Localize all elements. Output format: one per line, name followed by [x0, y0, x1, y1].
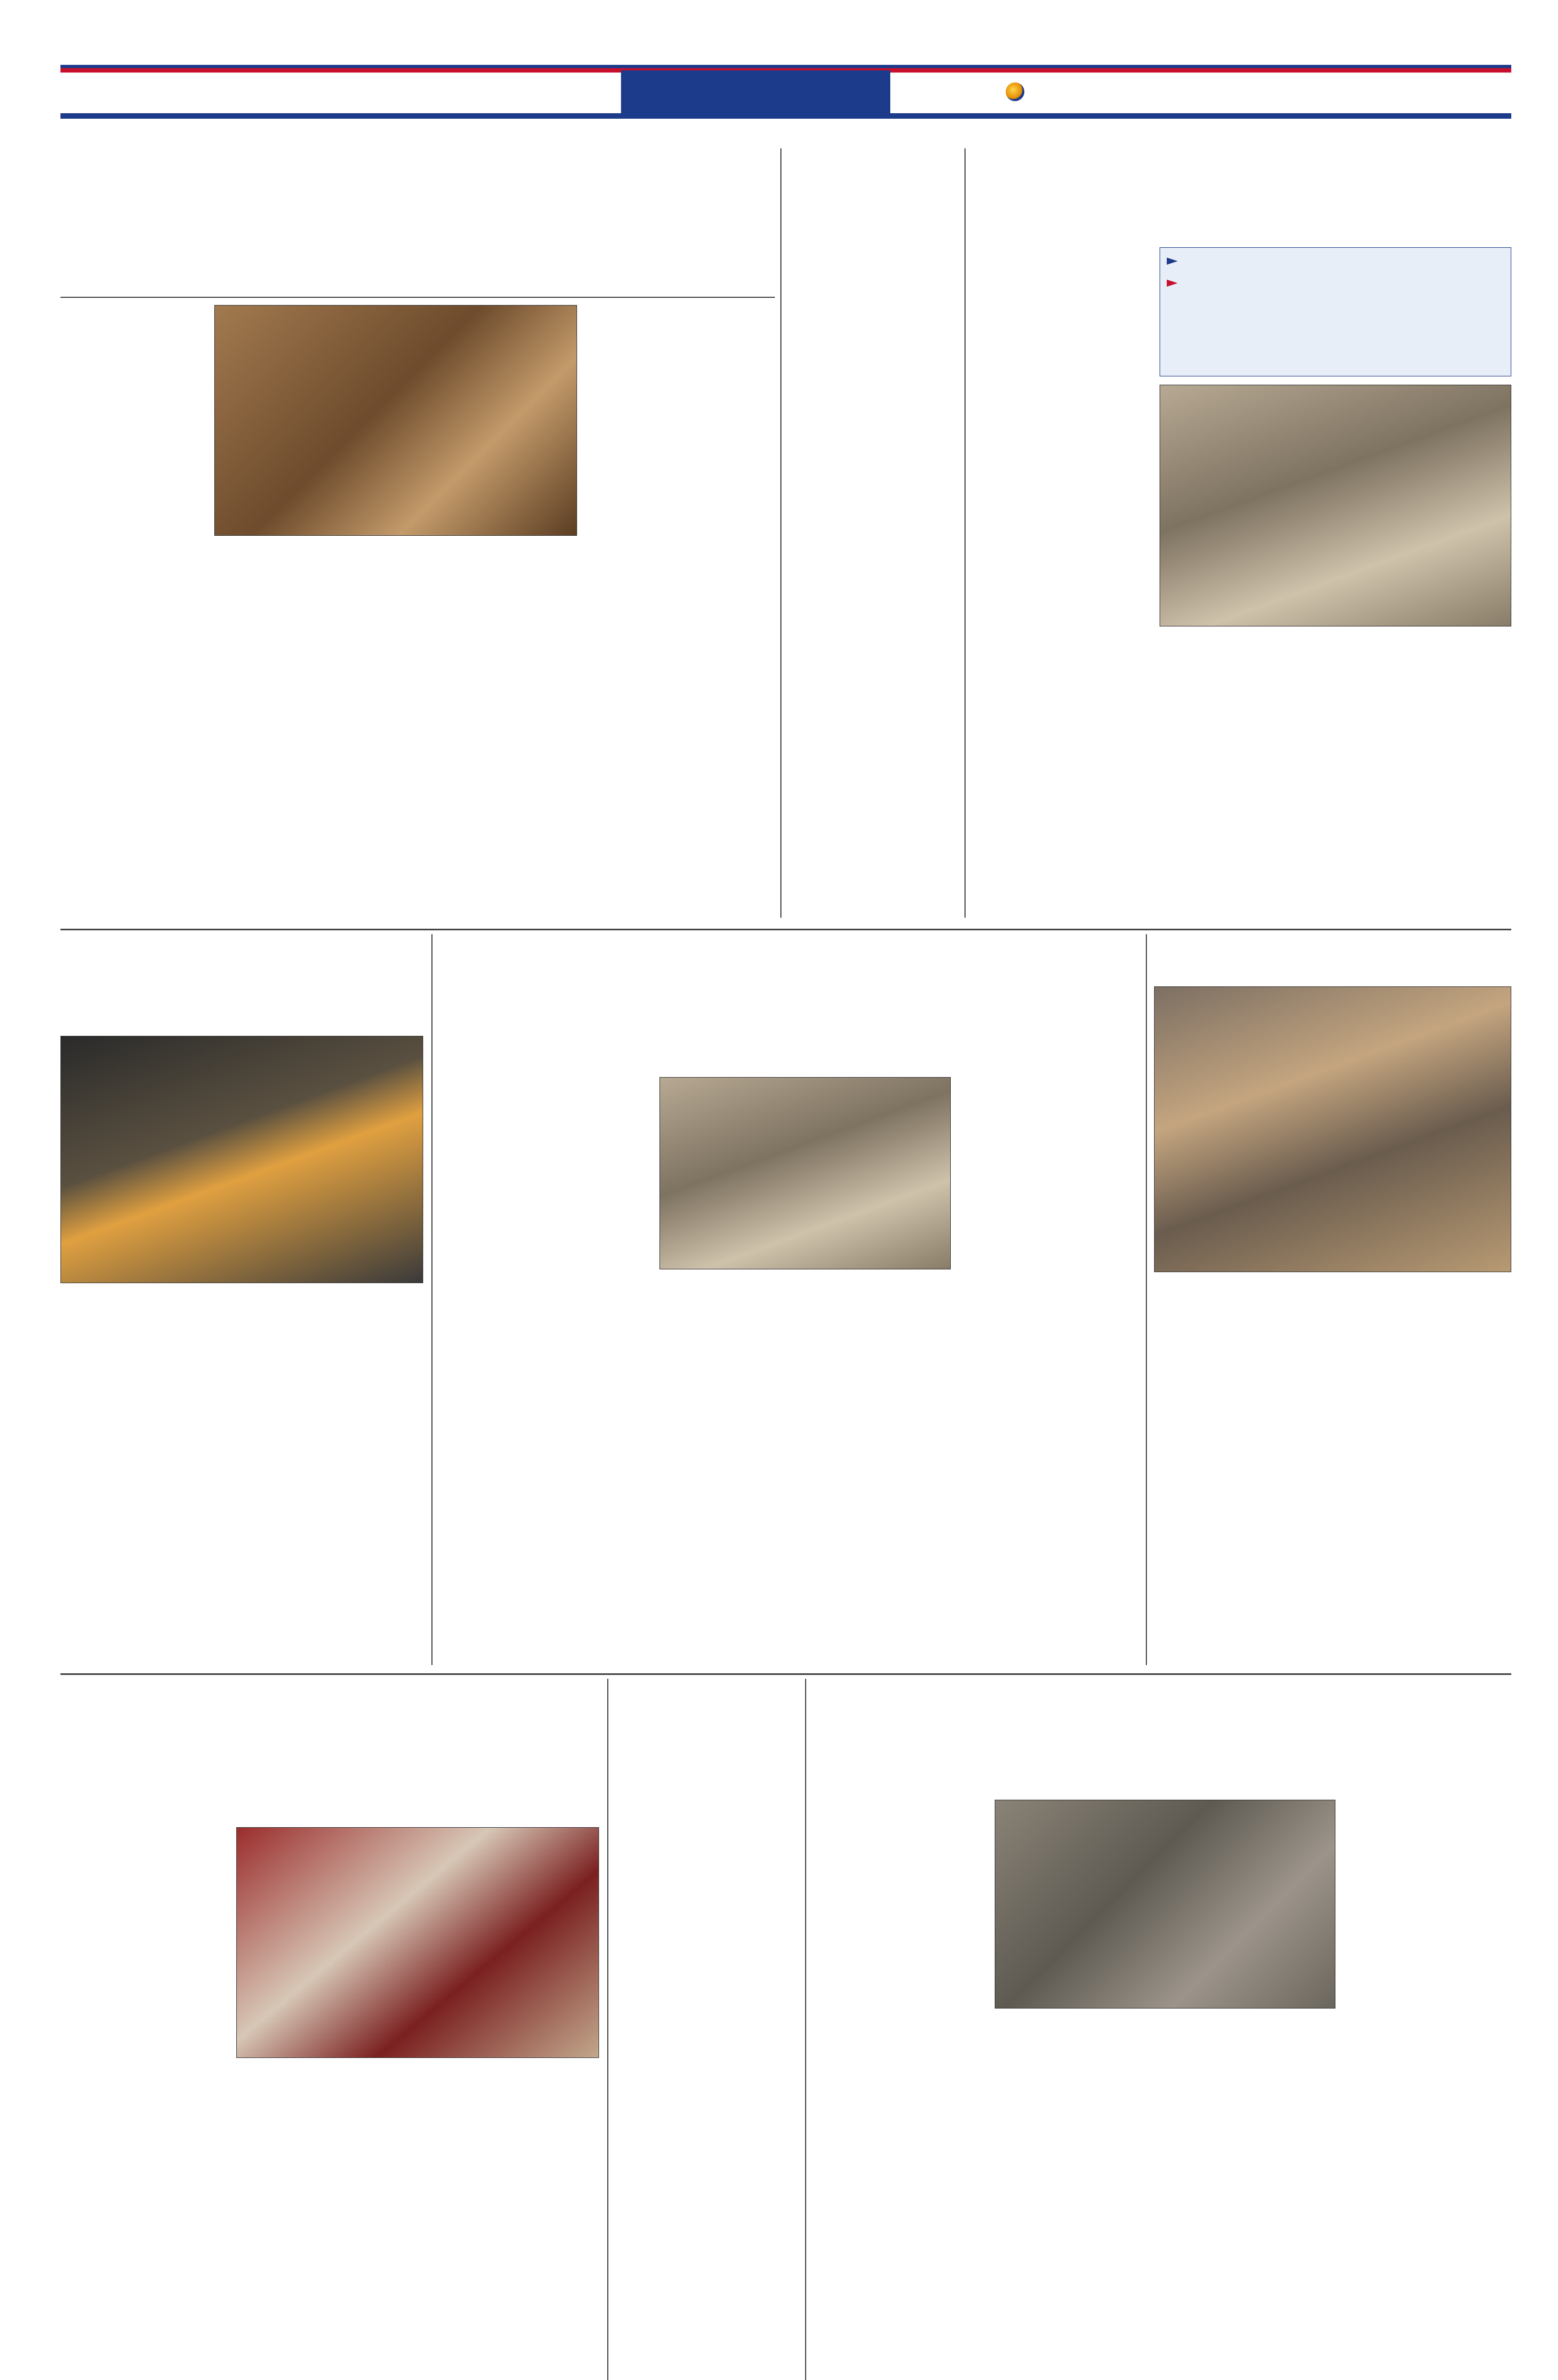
a9-cols	[995, 2017, 1335, 2380]
masthead	[0, 0, 1558, 126]
a9-headline	[813, 1684, 1511, 1794]
a8-headline	[616, 1682, 797, 1797]
a3-bullets	[1160, 247, 1511, 376]
a5-byline	[440, 1085, 648, 1103]
a8-body	[616, 1802, 797, 2380]
a3-col1	[973, 275, 1149, 918]
section-box	[621, 70, 890, 113]
a9-accused-title	[1171, 2334, 1335, 2380]
a3-bullet-1	[1160, 248, 1511, 271]
a2-headline	[789, 151, 959, 272]
a4-body	[60, 1313, 423, 1665]
a1-col1	[60, 302, 203, 918]
a3-byline	[973, 253, 1160, 270]
a5-col1	[440, 1107, 648, 1665]
a9-byline	[813, 1800, 989, 1817]
a5-cols	[659, 1278, 951, 1665]
a4-byline	[60, 1291, 280, 1309]
a4-headline	[60, 937, 423, 1030]
a1-byline	[60, 278, 280, 295]
a9-photo	[995, 1800, 1335, 2009]
a3-cols	[1160, 635, 1511, 918]
a1-box	[588, 308, 775, 918]
a9-col1	[813, 1822, 984, 2380]
a4-photo	[60, 1036, 423, 1283]
a7-subhead	[60, 1797, 599, 1819]
a1-photo	[214, 305, 577, 536]
a3-headline	[973, 157, 1511, 239]
a6-photo	[1154, 986, 1511, 1272]
a6-headline	[1154, 937, 1511, 981]
a5-col4	[959, 1077, 1138, 1665]
a1-cols	[214, 544, 577, 918]
a5-photo	[659, 1077, 951, 1269]
a7-headline	[60, 1682, 599, 1791]
a3-photo	[1160, 385, 1511, 626]
masthead-bottom-rule	[60, 113, 1511, 119]
a3-bullet-2	[1160, 271, 1511, 294]
a7-photo	[236, 1827, 599, 2058]
globe-icon	[1006, 82, 1024, 101]
triangle-bullet-icon: ►	[1167, 274, 1178, 291]
a9-sidebar	[1344, 1800, 1511, 2380]
a6-body	[1154, 1278, 1511, 1665]
a7-col1	[60, 1868, 225, 2380]
a5-headline	[440, 937, 1138, 1047]
a1-headline	[60, 159, 753, 275]
a2-body	[789, 278, 959, 918]
a7-byline	[60, 1827, 225, 1866]
triangle-bullet-icon: ►	[1167, 252, 1178, 269]
a7-cols	[236, 2066, 599, 2380]
